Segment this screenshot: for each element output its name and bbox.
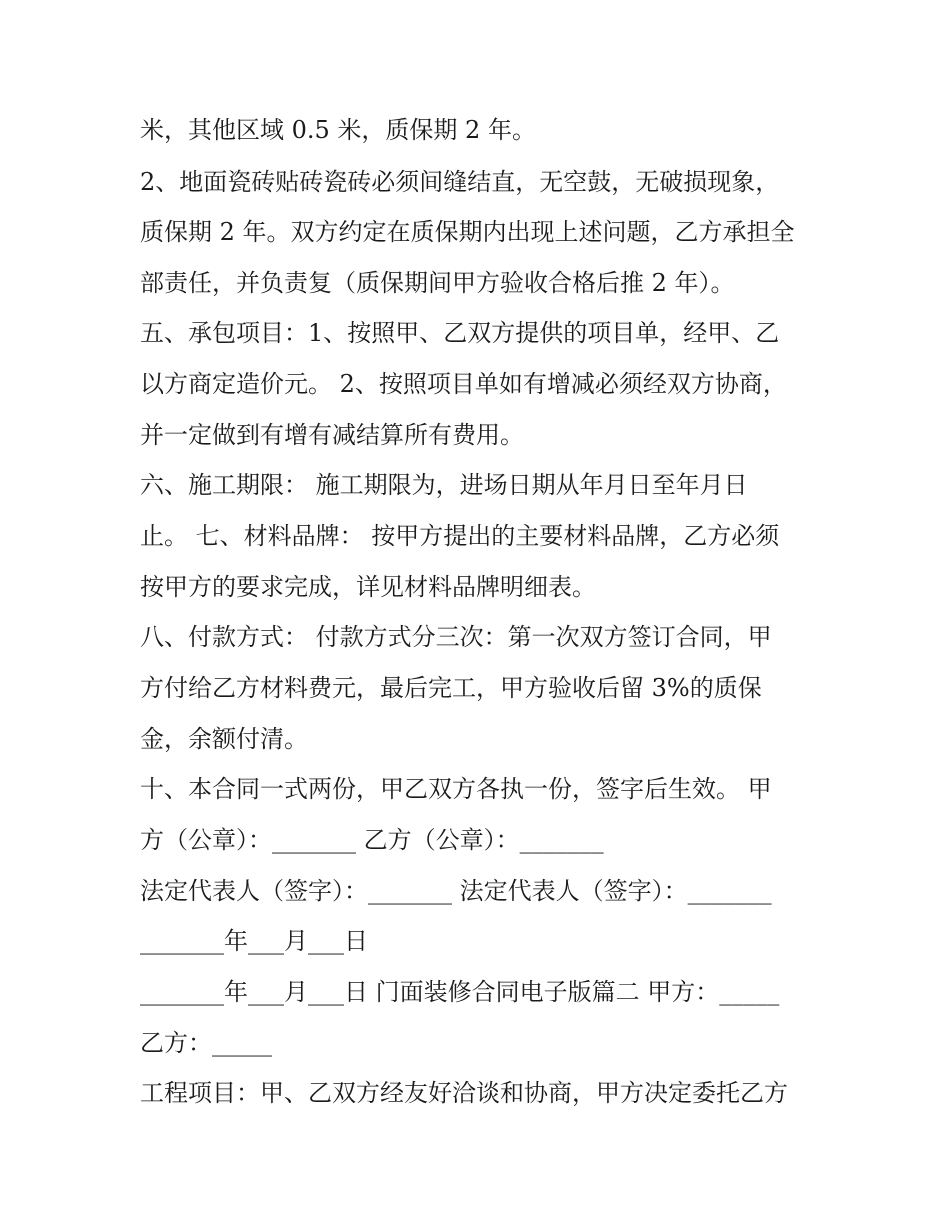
text-line: 米，其他区域 0.5 米，质保期 2 年。 (140, 116, 536, 144)
text-line: 以方商定造价元。 2、按照项目单如有增减必须经双方协商， (140, 370, 787, 398)
date-line: _______年___月___日 门面装修合同电子版篇二 甲方：_____ (140, 978, 780, 1006)
signature-line: 方（公章）：_______ 乙方（公章）：_______ (140, 826, 604, 854)
signature-line: 法定代表人（签字）：_______ 法定代表人（签字）：_______ (140, 877, 772, 905)
text-line: 十、本合同一式两份，甲乙双方各执一份，签字后生效。 甲 (140, 775, 772, 803)
party-line: 乙方：_____ (140, 1029, 272, 1057)
text-line: 工程项目：甲、乙双方经友好洽谈和协商，甲方决定委托乙方 (140, 1079, 788, 1107)
text-line: 止。 七、材料品牌： 按甲方提出的主要材料品牌，乙方必须 (140, 522, 780, 550)
text-line: 六、施工期限： 施工期限为，进场日期从年月日至年月日 (140, 471, 748, 499)
text-line: 按甲方的要求完成，详见材料品牌明细表。 (140, 573, 596, 601)
text-line: 并一定做到有增有减结算所有费用。 (140, 421, 524, 449)
text-line: 质保期 2 年。双方约定在质保期内出现上述问题，乙方承担全 (140, 218, 795, 246)
text-line: 部责任，并负责复（质保期间甲方验收合格后推 2 年）。 (140, 269, 735, 297)
text-line: 方付给乙方材料费元，最后完工，甲方验收后留 3%的质保 (140, 674, 762, 702)
text-line: 2、地面瓷砖贴砖瓷砖必须间缝结直，无空鼓，无破损现象， (140, 168, 780, 196)
text-line: 八、付款方式： 付款方式分三次：第一次双方签订合同，甲 (140, 623, 772, 651)
text-line: 金，余额付清。 (140, 725, 308, 753)
text-line: 五、承包项目：1、按照甲、乙双方提供的项目单，经甲、乙 (140, 319, 780, 347)
date-line: _______年___月___日 (140, 927, 368, 955)
